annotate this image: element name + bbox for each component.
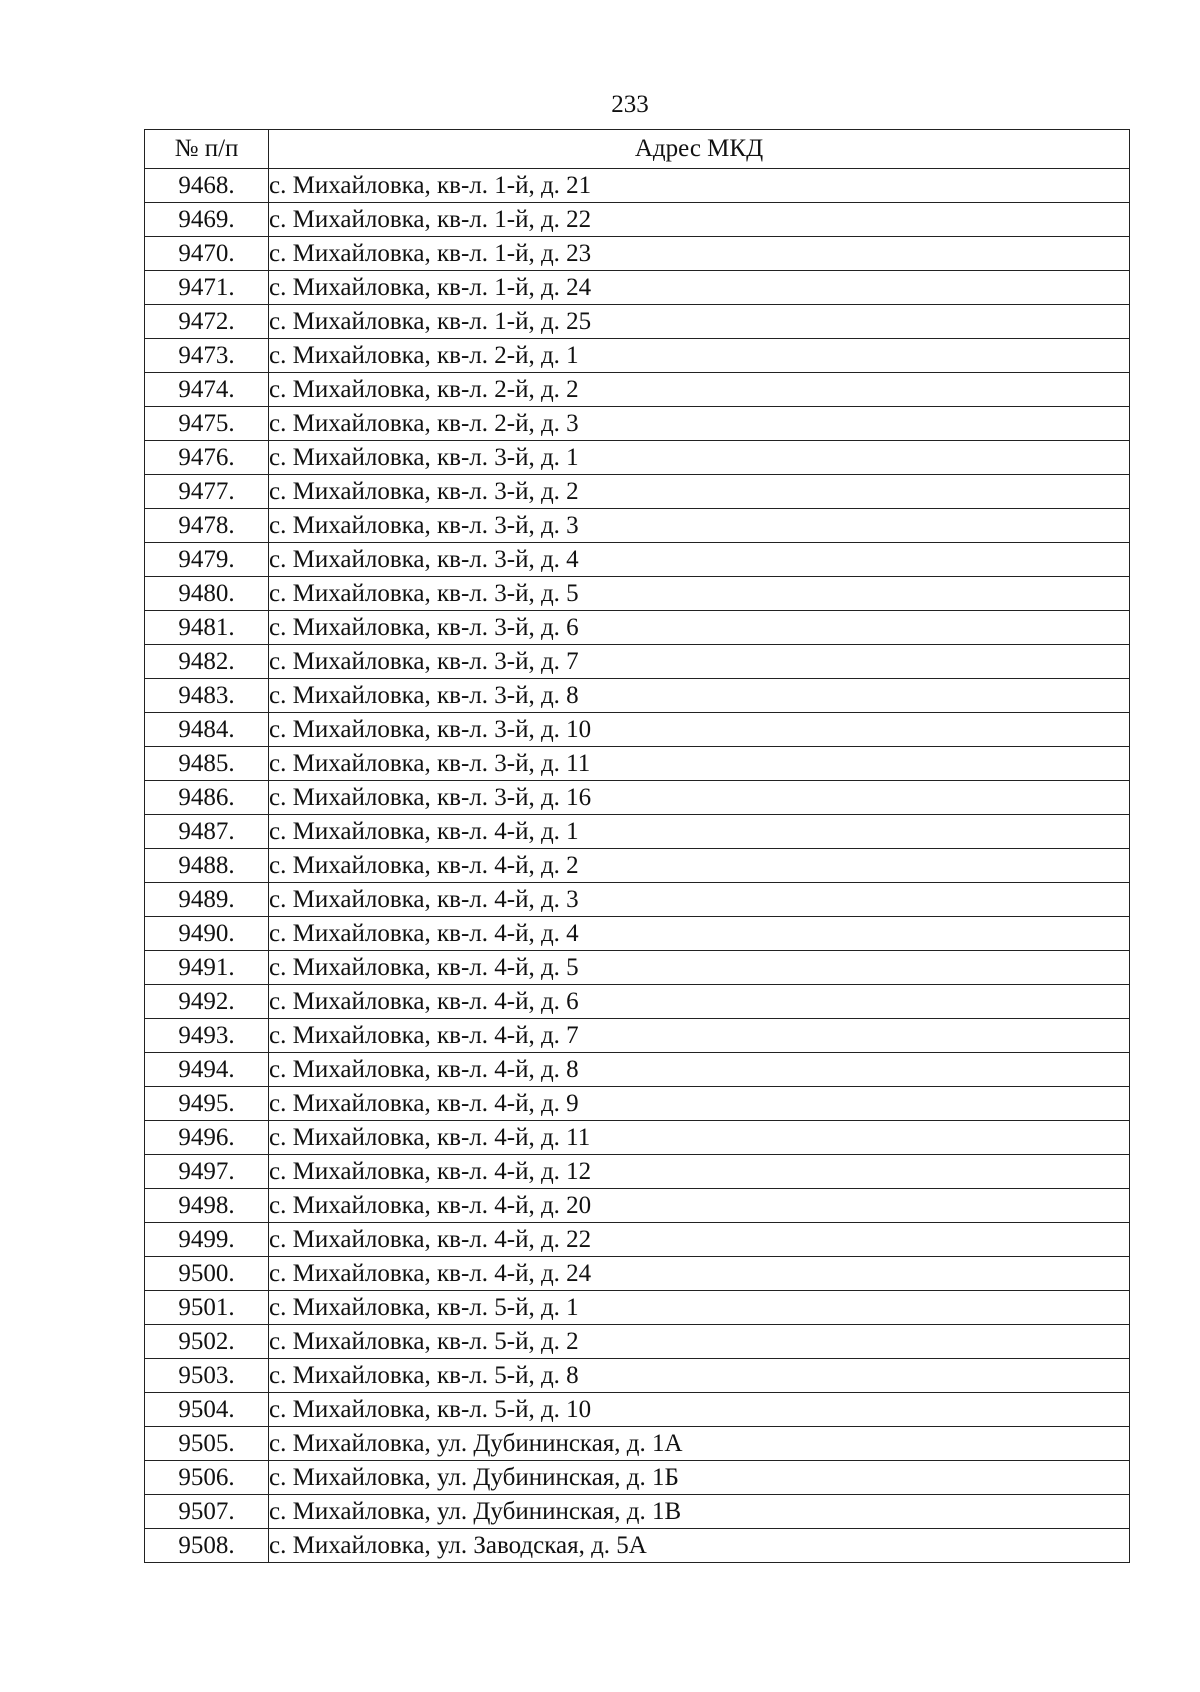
row-address: с. Михайловка, кв-л. 3-й, д. 11 [269,747,1130,781]
row-address: с. Михайловка, кв-л. 2-й, д. 1 [269,339,1130,373]
table-row [145,849,1130,883]
table-row [145,339,1130,373]
table-row [145,1529,1130,1563]
row-number: 9483. [145,679,269,713]
row-number: 9489. [145,883,269,917]
row-address: с. Михайловка, кв-л. 4-й, д. 4 [269,917,1130,951]
table-row [145,1121,1130,1155]
row-number: 9478. [145,509,269,543]
table-row [145,407,1130,441]
table-row [145,611,1130,645]
row-number: 9481. [145,611,269,645]
row-address: с. Михайловка, кв-л. 1-й, д. 24 [269,271,1130,305]
row-number: 9488. [145,849,269,883]
row-address: с. Михайловка, кв-л. 4-й, д. 12 [269,1155,1130,1189]
table-row [145,1461,1130,1495]
row-address: с. Михайловка, кв-л. 5-й, д. 8 [269,1359,1130,1393]
row-number: 9486. [145,781,269,815]
table-row [145,781,1130,815]
table-row [145,543,1130,577]
table-row [145,1291,1130,1325]
row-number: 9492. [145,985,269,1019]
row-number: 9471. [145,271,269,305]
row-address: с. Михайловка, кв-л. 4-й, д. 3 [269,883,1130,917]
row-address: с. Михайловка, кв-л. 2-й, д. 3 [269,407,1130,441]
row-number: 9507. [145,1495,269,1529]
table-row [145,1359,1130,1393]
table-row [145,237,1130,271]
table-body [145,169,1130,1563]
table-row [145,1495,1130,1529]
row-address: с. Михайловка, кв-л. 3-й, д. 6 [269,611,1130,645]
row-address: с. Михайловка, кв-л. 4-й, д. 8 [269,1053,1130,1087]
row-number: 9494. [145,1053,269,1087]
row-address: с. Михайловка, кв-л. 1-й, д. 21 [269,169,1130,203]
table-row [145,679,1130,713]
row-address: с. Михайловка, кв-л. 3-й, д. 10 [269,713,1130,747]
table-row [145,917,1130,951]
column-header-number: № п/п [145,130,269,169]
row-address: с. Михайловка, кв-л. 4-й, д. 7 [269,1019,1130,1053]
row-address: с. Михайловка, кв-л. 1-й, д. 22 [269,203,1130,237]
row-address: с. Михайловка, кв-л. 3-й, д. 7 [269,645,1130,679]
row-address: с. Михайловка, ул. Заводская, д. 5А [269,1529,1130,1563]
row-number: 9487. [145,815,269,849]
row-number: 9468. [145,169,269,203]
table-row [145,509,1130,543]
row-address: с. Михайловка, кв-л. 3-й, д. 16 [269,781,1130,815]
row-number: 9499. [145,1223,269,1257]
row-number: 9506. [145,1461,269,1495]
table-row [145,713,1130,747]
row-number: 9482. [145,645,269,679]
row-number: 9508. [145,1529,269,1563]
row-address: с. Михайловка, кв-л. 4-й, д. 20 [269,1189,1130,1223]
row-number: 9476. [145,441,269,475]
table-row [145,747,1130,781]
row-address: с. Михайловка, кв-л. 4-й, д. 11 [269,1121,1130,1155]
address-table [144,129,1130,1563]
table-row [145,271,1130,305]
table-row [145,475,1130,509]
table-header-row [145,130,1130,169]
row-number: 9475. [145,407,269,441]
row-address: с. Михайловка, ул. Дубининская, д. 1А [269,1427,1130,1461]
table-row [145,1053,1130,1087]
row-number: 9502. [145,1325,269,1359]
table-row [145,1393,1130,1427]
table-row [145,815,1130,849]
table-row [145,1257,1130,1291]
row-address: с. Михайловка, кв-л. 1-й, д. 23 [269,237,1130,271]
row-address: с. Михайловка, кв-л. 3-й, д. 8 [269,679,1130,713]
table-row [145,1087,1130,1121]
row-number: 9477. [145,475,269,509]
row-number: 9504. [145,1393,269,1427]
table-row [145,203,1130,237]
row-address: с. Михайловка, кв-л. 4-й, д. 1 [269,815,1130,849]
row-address: с. Михайловка, кв-л. 4-й, д. 5 [269,951,1130,985]
table-row [145,1223,1130,1257]
row-number: 9500. [145,1257,269,1291]
table-row [145,1325,1130,1359]
table-row [145,951,1130,985]
table-row [145,645,1130,679]
row-address: с. Михайловка, ул. Дубининская, д. 1В [269,1495,1130,1529]
row-address: с. Михайловка, кв-л. 5-й, д. 1 [269,1291,1130,1325]
row-number: 9485. [145,747,269,781]
row-address: с. Михайловка, кв-л. 4-й, д. 6 [269,985,1130,1019]
row-address: с. Михайловка, кв-л. 3-й, д. 1 [269,441,1130,475]
table-row [145,577,1130,611]
table-row [145,1427,1130,1461]
row-number: 9503. [145,1359,269,1393]
table-row [145,1019,1130,1053]
row-address: с. Михайловка, кв-л. 4-й, д. 9 [269,1087,1130,1121]
table-row [145,985,1130,1019]
row-number: 9474. [145,373,269,407]
table-row [145,1189,1130,1223]
row-address: с. Михайловка, кв-л. 1-й, д. 25 [269,305,1130,339]
table-row [145,373,1130,407]
row-number: 9493. [145,1019,269,1053]
row-number: 9479. [145,543,269,577]
row-number: 9469. [145,203,269,237]
page-number: 233 [611,91,649,118]
row-number: 9505. [145,1427,269,1461]
row-address: с. Михайловка, кв-л. 4-й, д. 2 [269,849,1130,883]
row-address: с. Михайловка, кв-л. 3-й, д. 3 [269,509,1130,543]
row-number: 9473. [145,339,269,373]
row-address: с. Михайловка, кв-л. 2-й, д. 2 [269,373,1130,407]
row-number: 9470. [145,237,269,271]
table-row [145,1155,1130,1189]
row-number: 9496. [145,1121,269,1155]
row-address: с. Михайловка, кв-л. 5-й, д. 10 [269,1393,1130,1427]
row-number: 9491. [145,951,269,985]
row-address: с. Михайловка, кв-л. 3-й, д. 5 [269,577,1130,611]
table-row [145,305,1130,339]
row-number: 9497. [145,1155,269,1189]
row-number: 9490. [145,917,269,951]
row-address: с. Михайловка, ул. Дубининская, д. 1Б [269,1461,1130,1495]
row-number: 9480. [145,577,269,611]
row-address: с. Михайловка, кв-л. 4-й, д. 24 [269,1257,1130,1291]
row-number: 9484. [145,713,269,747]
table-row [145,169,1130,203]
column-header-address: Адрес МКД [269,130,1130,169]
row-number: 9498. [145,1189,269,1223]
row-number: 9495. [145,1087,269,1121]
row-address: с. Михайловка, кв-л. 4-й, д. 22 [269,1223,1130,1257]
row-number: 9472. [145,305,269,339]
table-row [145,441,1130,475]
row-address: с. Михайловка, кв-л. 3-й, д. 4 [269,543,1130,577]
row-number: 9501. [145,1291,269,1325]
row-address: с. Михайловка, кв-л. 3-й, д. 2 [269,475,1130,509]
table-row [145,883,1130,917]
row-address: с. Михайловка, кв-л. 5-й, д. 2 [269,1325,1130,1359]
